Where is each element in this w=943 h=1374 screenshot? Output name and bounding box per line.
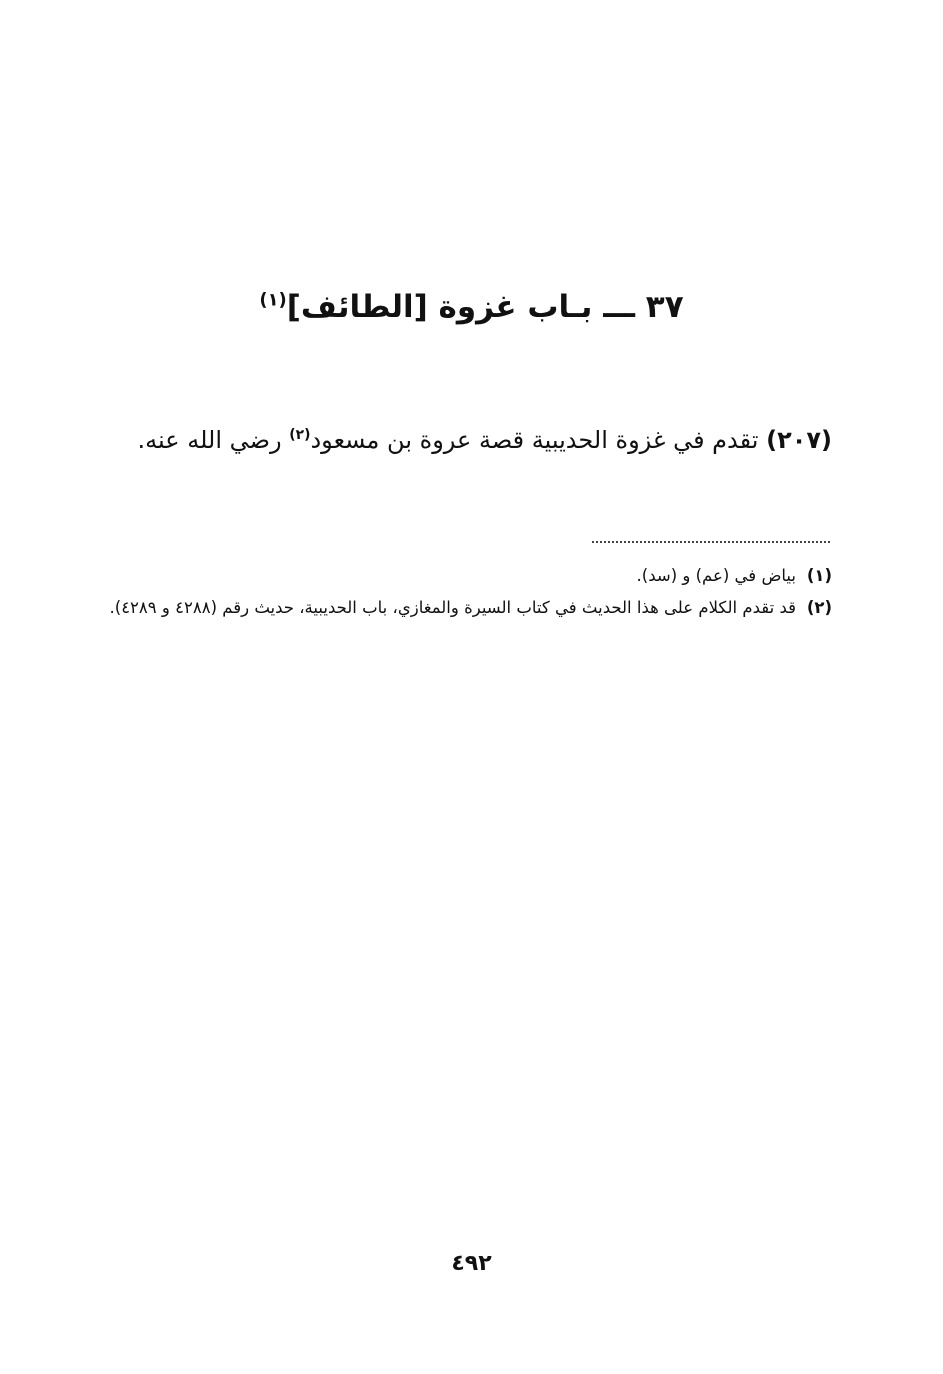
footnote-text: قد تقدم الكلام على هذا الحديث في كتاب السيرة والمغازي، باب الحديبية، حديث رقم (٤٢٨٨ و ٤٢٨٩). xyxy=(109,598,796,617)
hadith-text-end: رضي الله عنه. xyxy=(137,426,282,454)
hadith-text: تقدم في غزوة الحديبية قصة عروة بن مسعود xyxy=(310,426,759,454)
footnote-marker: (٢) xyxy=(806,598,832,617)
hadith-number: (٢٠٧) xyxy=(766,426,832,454)
footnote-item xyxy=(102,560,832,592)
footnote-item xyxy=(102,592,832,624)
page-number: ٤٩٢ xyxy=(451,1251,492,1276)
footnotes xyxy=(102,560,832,624)
footnote-marker: (١) xyxy=(806,566,832,585)
footnote-text: بياض في (عم) و (سد). xyxy=(636,566,796,585)
hadith-paragraph xyxy=(102,412,832,468)
heading-footnote-ref: (١) xyxy=(259,289,287,311)
chapter-heading xyxy=(0,282,943,332)
footnote-separator xyxy=(592,541,830,543)
hadith-footnote-ref: (٢) xyxy=(289,427,311,443)
chapter-title: ٣٧ ـــ بـاب غزوة [الطائف] xyxy=(286,289,684,325)
